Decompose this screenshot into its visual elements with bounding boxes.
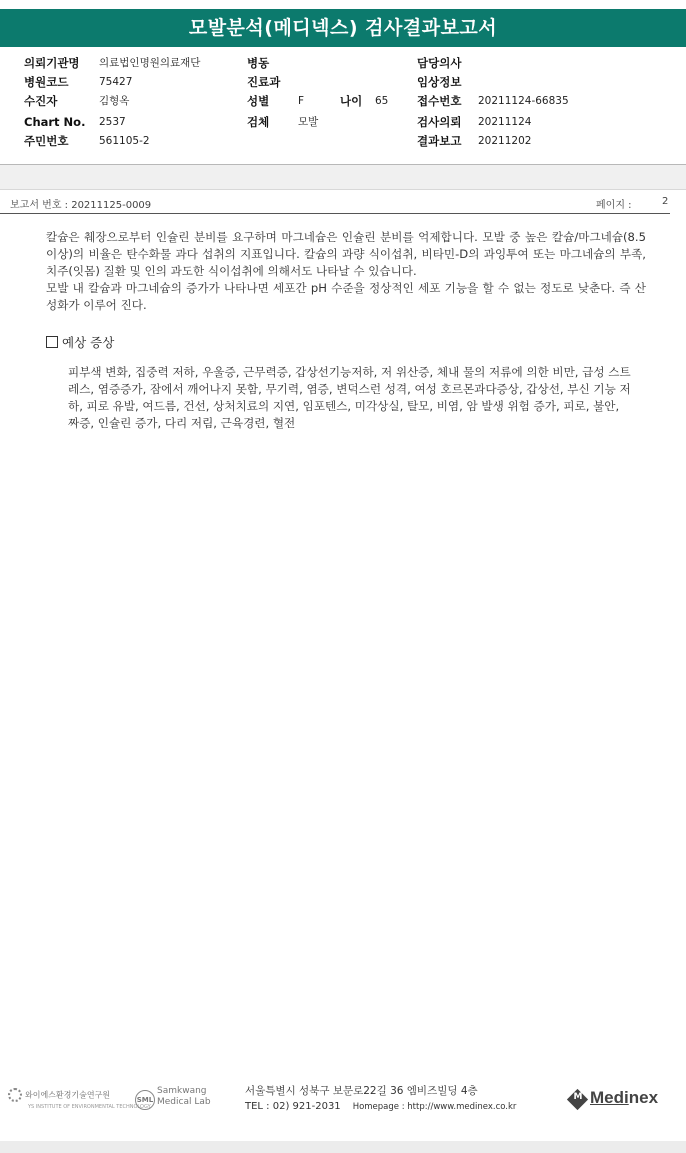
ys-logo-subtext: YS INSTITUTE OF ENVIRONMENTAL TECHNOLOGY xyxy=(28,1104,151,1110)
symptoms-text: 피부색 변화, 집중력 저하, 우울증, 근무력증, 갑상선기능저하, 저 위산증, 체내 물의 저류에 의한 비만, 급성 스트레스, 염증증가, 잠에서 깨어나지 못함, 무기력, 염증, 변덕스런 성격, 여성 호르몬과다증상, 갑상선, 부신 기능 저하, 피로 유발, 여드름, 건선, 상처치료의 지연, 임포텐스, 미각상실, 탈모, 비염, 암 발생 위험 증가, 피로, 불안, 짜증, 인슐린 증가, 다리 저림, 근육경련, 혈전 xyxy=(68,365,631,430)
samkwang-logo-text xyxy=(157,1086,211,1108)
description-section xyxy=(46,229,646,314)
medinex-wordmark-underlined: Medi xyxy=(590,1088,629,1107)
specimen-value: 모발 xyxy=(298,116,319,128)
medinex-wordmark-rest: nex xyxy=(628,1088,659,1107)
ys-institute-logo xyxy=(8,1088,151,1112)
clinical-info-label: 임상정보 xyxy=(417,75,462,89)
chart-no-value: 2537 xyxy=(99,116,126,128)
report-date-value: 20211202 xyxy=(478,135,532,147)
address-text: 서울특별시 성북구 보문로22길 36 엠비즈빌딩 4층 xyxy=(245,1085,478,1097)
request-date-value: 20211124 xyxy=(478,116,532,128)
description-paragraph-2: 모발 내 칼슘과 마그네슘의 증가가 나타나면 세포간 pH 수준을 정상적인 세포 기능을 할 수 없는 정도로 낮춘다. 즉 산성화가 이루어 진다. xyxy=(46,281,646,312)
ys-logo-text: 와이에스환경기술연구원 xyxy=(25,1090,111,1100)
report-number: 보고서 번호 : 20211125-0009 xyxy=(10,200,152,211)
info-row-4 xyxy=(0,113,686,131)
ward-label: 병동 xyxy=(247,56,270,70)
info-row-3 xyxy=(0,92,686,110)
checkbox-square-icon xyxy=(46,336,58,348)
samkwang-line-2: Medical Lab xyxy=(157,1097,211,1107)
request-date-label: 검사의뢰 xyxy=(417,115,462,129)
medinex-logo xyxy=(568,1086,678,1112)
receipt-no-value: 20211124-66835 xyxy=(478,95,569,107)
footer xyxy=(0,1078,686,1122)
receipt-no-label: 접수번호 xyxy=(417,94,462,108)
symptoms-heading-text: 예상 증상 xyxy=(62,335,115,350)
homepage-link: Homepage : http://www.medinex.co.kr xyxy=(352,1102,517,1112)
specimen-label: 검체 xyxy=(247,115,270,129)
samkwang-line-1: Samkwang xyxy=(157,1086,207,1096)
info-row-2 xyxy=(0,73,686,91)
resident-no-value: 561105-2 xyxy=(99,135,150,147)
symptoms-heading xyxy=(46,334,114,352)
medinex-logo-mark: M xyxy=(573,1092,583,1102)
band-divider xyxy=(0,189,686,190)
ys-logo-icon xyxy=(8,1088,22,1102)
telephone: TEL : 02) 921-2031 xyxy=(245,1101,341,1112)
patient-label: 수진자 xyxy=(24,94,58,108)
company-address-block xyxy=(245,1084,516,1115)
hospital-code-label: 병원코드 xyxy=(24,75,69,89)
doctor-label: 담당의사 xyxy=(417,56,462,70)
sml-logo-icon: SML xyxy=(135,1090,155,1110)
description-paragraph-1: 칼슘은 췌장으로부터 인슐린 분비를 요구하며 마그네슘은 인슐린 분비를 억제합니다. 모발 중 높은 칼슘/마그네슘(8.5이상)의 비율은 탄수화물 과다 섭취의 지표입니다. 칼슘의 과량 식이섭취, 비타민-D의 과잉투여 또는 마그네슘의 부족, 치주(잇몸) 질환 및 인의 과도한 식이섭취에 의해서도 나타날 수 있습니다. xyxy=(46,230,646,278)
info-row-1 xyxy=(0,54,686,72)
sex-value: F xyxy=(298,95,305,107)
patient-info-section xyxy=(0,54,686,164)
age-label: 나이 xyxy=(340,94,363,108)
patient-value: 김형옥 xyxy=(99,95,130,107)
resident-no-label: 주민번호 xyxy=(24,134,69,148)
page-label: 페이지 : xyxy=(596,200,632,211)
hospital-code-value: 75427 xyxy=(99,76,133,88)
report-title: 모발분석(메디넥스) 검사결과보고서 xyxy=(0,9,686,47)
report-divider xyxy=(0,213,670,214)
page-number: 2 xyxy=(662,196,669,207)
report-date-label: 결과보고 xyxy=(417,134,462,148)
footer-band xyxy=(0,1141,686,1153)
chart-no-label: Chart No. xyxy=(24,115,86,129)
age-value: 65 xyxy=(375,95,389,107)
department-label: 진료과 xyxy=(247,75,281,89)
medinex-wordmark xyxy=(590,1088,658,1108)
info-band xyxy=(0,165,686,189)
report-meta-row xyxy=(0,196,686,212)
info-row-5 xyxy=(0,132,686,150)
institution-label: 의뢰기관명 xyxy=(24,56,80,70)
sex-label: 성별 xyxy=(247,94,270,108)
institution-value: 의료법인명원의료재단 xyxy=(99,57,201,69)
